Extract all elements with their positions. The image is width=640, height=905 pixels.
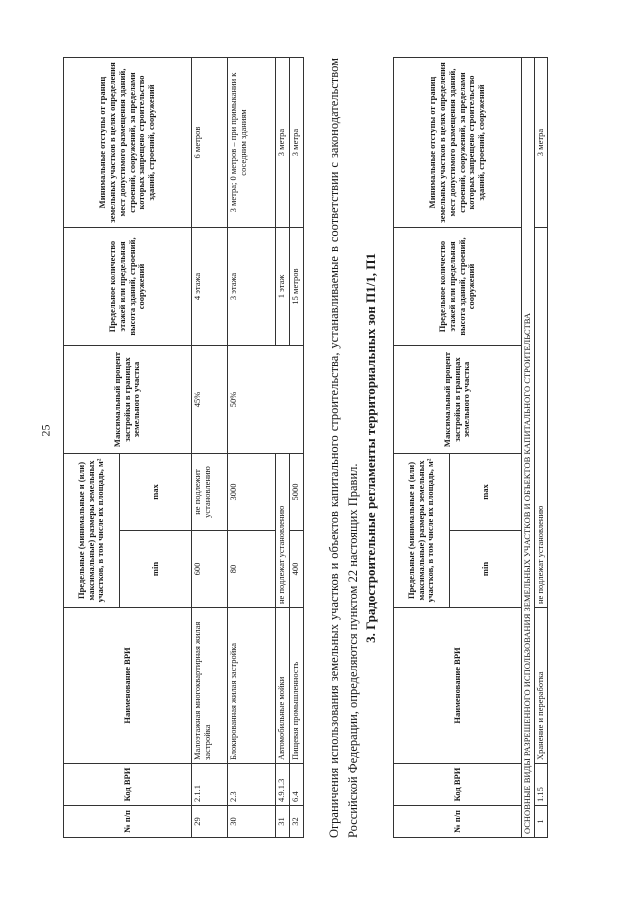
header-percent: Максимальный процент застройки в границах земельного участка bbox=[64, 346, 192, 454]
row-setback: 6 метров bbox=[192, 58, 228, 228]
header-code: Код ВРИ bbox=[64, 764, 192, 806]
row-area-span: не подлежат установлению bbox=[276, 454, 290, 608]
page-number: 25 bbox=[38, 424, 53, 437]
row-floors: 3 этажа bbox=[228, 228, 276, 346]
header-num: № п/п bbox=[394, 806, 522, 838]
header-name: Наименование ВРИ bbox=[394, 608, 522, 764]
row-code: 1.15 bbox=[535, 764, 548, 806]
section-row: ОСНОВНЫЕ ВИДЫ РАЗРЕШЕННОГО ИСПОЛЬЗОВАНИЯ ЗЕМЕЛЬНЫХ УЧАСТКОВ И ОБЪЕКТОВ КАПИТАЛЬНОГО СТРОИТЕЛЬСТВА bbox=[522, 58, 535, 838]
row-code: 2.3 bbox=[228, 764, 276, 806]
row-min: 400 bbox=[290, 531, 304, 608]
restrictions-paragraph: Ограничения использования земельных участков и объектов капитального строительства, устанавливаемые в соответствии с законодательством Российской Федерации, определяются пунктом 22 настоящих Правил. bbox=[327, 58, 361, 838]
zone-regulations-table-top bbox=[63, 57, 304, 838]
row-setback: 3 метра; 0 метров – при примыкании к соседним зданиям bbox=[228, 58, 276, 228]
header-percent: Максимальный процент застройки в границах земельного участка bbox=[394, 346, 522, 454]
header-name: Наименование ВРИ bbox=[64, 608, 192, 764]
row-max: 5000 bbox=[290, 454, 304, 531]
zone-regulations-table-bottom bbox=[393, 57, 548, 838]
row-num: 31 bbox=[276, 806, 290, 838]
row-num: 1 bbox=[535, 806, 548, 838]
row-setback: 3 метра bbox=[535, 58, 548, 228]
row-name: Блокированная жилая застройка bbox=[228, 608, 276, 764]
row-floors: 4 этажа bbox=[192, 228, 228, 346]
header-floors: Предельное количество этажей или предельная высота зданий, строений, сооружений bbox=[394, 228, 522, 346]
header-area: Предельные (минимальные и (или) максимальные) размеры земельных участков, в том числе их площадь, м² bbox=[394, 454, 450, 608]
row-name: Малоэтажная многоквартирная жилая застройка bbox=[192, 608, 228, 764]
row-num: 30 bbox=[228, 806, 276, 838]
row-floors: 1 этаж bbox=[276, 228, 290, 346]
row-max: не подлежит установлению bbox=[192, 454, 228, 531]
row-name: Пищевая промышленность bbox=[290, 608, 304, 764]
row-max: 3000 bbox=[228, 454, 276, 531]
row-setback: 3 метра bbox=[290, 58, 304, 228]
table-row bbox=[535, 58, 548, 838]
row-code: 6.4 bbox=[290, 764, 304, 806]
row-setback: 3 метра bbox=[276, 58, 290, 228]
row-code: 4.9.1.3 bbox=[276, 764, 290, 806]
header-setbacks: Минимальные отступы от границ земельных участков в целях определения мест допустимого размещения зданий, строений, сооружений, за пределами которых запрещено строительство зданий, строений, сооружений bbox=[64, 58, 192, 228]
row-area-span: не подлежат установлению bbox=[535, 228, 548, 608]
header-min: min bbox=[120, 531, 192, 608]
section-heading: 3. Градостроительные регламенты территориальных зон П1/1, П1 bbox=[363, 253, 378, 643]
row-name: Хранение и переработка bbox=[535, 608, 548, 764]
header-area: Предельные (минимальные и (или) максимальные) размеры земельных участков, в том числе их площадь, м² bbox=[64, 454, 120, 608]
row-percent: 45% bbox=[192, 346, 228, 454]
row-min: 600 bbox=[192, 531, 228, 608]
row-min: 80 bbox=[228, 531, 276, 608]
table-row bbox=[192, 58, 228, 838]
header-min: min bbox=[450, 531, 522, 608]
row-name: Автомобильные мойки bbox=[276, 608, 290, 764]
row-floors: 15 метров bbox=[290, 228, 304, 346]
header-floors: Предельное количество этажей или предельная высота зданий, строений, сооружений bbox=[64, 228, 192, 346]
row-code: 2.1.1 bbox=[192, 764, 228, 806]
rotated-page-content bbox=[63, 58, 634, 838]
row-num: 32 bbox=[290, 806, 304, 838]
header-code: Код ВРИ bbox=[394, 764, 522, 806]
header-num: № п/п bbox=[64, 806, 192, 838]
table-row bbox=[228, 58, 276, 838]
row-num: 29 bbox=[192, 806, 228, 838]
header-max: max bbox=[450, 454, 522, 531]
header-setbacks: Минимальные отступы от границ земельных участков в целях определения мест допустимого размещения зданий, строений, сооружений, за пределами которых запрещено строительство зданий, строений, сооружений bbox=[394, 58, 522, 228]
header-max: max bbox=[120, 454, 192, 531]
row-percent: 50% bbox=[228, 346, 304, 454]
